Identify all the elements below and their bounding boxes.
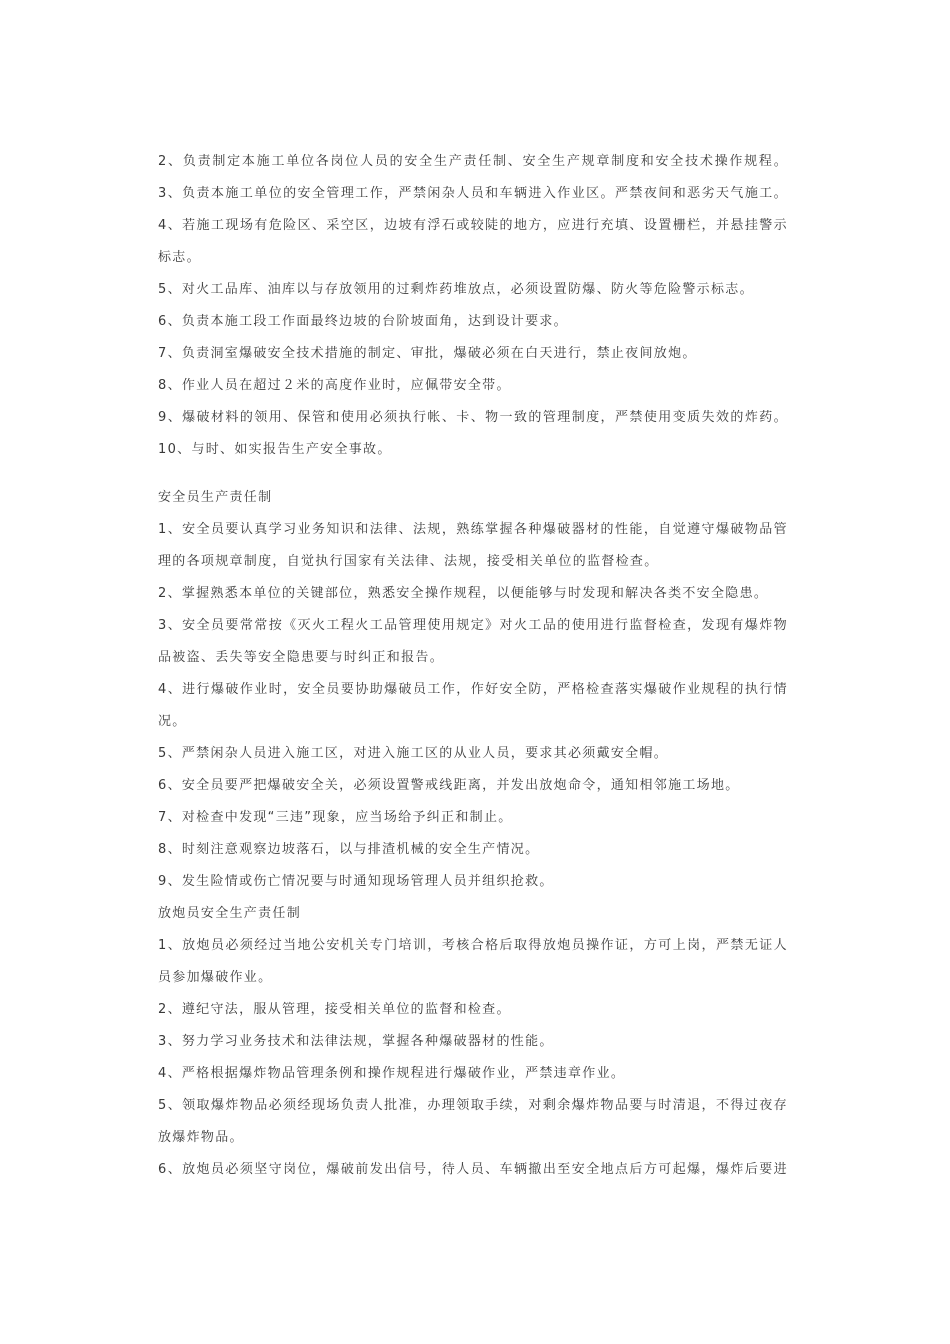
section-safety-officer-duties: [158, 482, 788, 898]
paragraph-line: 10、与时、如实报告生产安全事故。: [158, 442, 392, 457]
document-body: [158, 146, 788, 1186]
paragraph-line: 9、发生险情或伤亡情况要与时通知现场管理人员并组织抢救。: [158, 874, 554, 889]
paragraph-line: 2、掌握熟悉本单位的关键部位，熟悉安全操作规程，以便能够与时发现和解决各类不安全隐患。: [158, 586, 769, 601]
paragraph-line: 8、时刻注意观察边坡落石，以与排渣机械的安全生产情况。: [158, 842, 540, 857]
paragraph-line: 放爆炸物品。: [158, 1130, 244, 1145]
paragraph-line: 标志。: [158, 250, 201, 265]
paragraph-line: 品被盗、丢失等安全隐患要与时纠正和报告。: [158, 650, 445, 665]
paragraph-line: 4、若施工现场有危险区、采空区，边坡有浮石或较陡的地方，应进行充填、设置栅栏，并悬挂警示: [158, 218, 788, 233]
section-heading: 放炮员安全生产责任制: [158, 906, 302, 921]
paragraph-line: 6、负责本施工段工作面最终边坡的台阶坡面角，达到设计要求。: [158, 314, 568, 329]
paragraph-line: 8、作业人员在超过２米的高度作业时，应佩带安全带。: [158, 378, 511, 393]
paragraph-line: 5、严禁闲杂人员进入施工区，对进入施工区的从业人员，要求其必须戴安全帽。: [158, 746, 669, 761]
paragraph-line: 7、对检查中发现“三违”现象，应当场给予纠正和制止。: [158, 810, 513, 825]
paragraph-line: 5、对火工品库、油库以与存放领用的过剩炸药堆放点，必须设置防爆、防火等危险警示标志。: [158, 282, 754, 297]
paragraph-line: 3、努力学习业务技术和法律法规，掌握各种爆破器材的性能。: [158, 1034, 554, 1049]
paragraph-line: 2、遵纪守法，服从管理，接受相关单位的监督和检查。: [158, 1002, 511, 1017]
paragraph-line: 2、负责制定本施工单位各岗位人员的安全生产责任制、安全生产规章制度和安全技术操作规程。: [158, 154, 788, 169]
paragraph-line: 3、负责本施工单位的安全管理工作，严禁闲杂人员和车辆进入作业区。严禁夜间和恶劣天气施工。: [158, 186, 788, 201]
paragraph-line: 7、负责洞室爆破安全技术措施的制定、审批，爆破必须在白天进行，禁止夜间放炮。: [158, 346, 697, 361]
section-spacer: [158, 466, 788, 482]
section-construction-unit-duties: [158, 146, 788, 466]
paragraph-line: 4、进行爆破作业时，安全员要协助爆破员工作，作好安全防，严格检查落实爆破作业规程的执行情: [158, 682, 788, 697]
section-blaster-duties: [158, 898, 788, 1186]
paragraph-line: 1、放炮员必须经过当地公安机关专门培训，考核合格后取得放炮员操作证，方可上岗，严禁无证人: [158, 938, 788, 953]
paragraph-line: 6、放炮员必须坚守岗位，爆破前发出信号，待人员、车辆撤出至安全地点后方可起爆，爆炸后要进: [158, 1162, 788, 1177]
paragraph-line: 4、严格根据爆炸物品管理条例和操作规程进行爆破作业，严禁违章作业。: [158, 1066, 626, 1081]
paragraph-line: 况。: [158, 714, 187, 729]
paragraph-line: 9、爆破材料的领用、保管和使用必须执行帐、卡、物一致的管理制度，严禁使用变质失效的炸药。: [158, 410, 788, 425]
paragraph-line: 5、领取爆炸物品必须经现场负责人批准，办理领取手续，对剩余爆炸物品要与时清退，不得过夜存: [158, 1098, 788, 1113]
paragraph-line: 1、安全员要认真学习业务知识和法律、法规，熟练掌握各种爆破器材的性能，自觉遵守爆破物品管: [158, 522, 788, 537]
paragraph-line: 员参加爆破作业。: [158, 970, 273, 985]
paragraph-line: 理的各项规章制度，自觉执行国家有关法律、法规，接受相关单位的监督检查。: [158, 554, 659, 569]
paragraph-line: 3、安全员要常常按《灭火工程火工品管理使用规定》对火工品的使用进行监督检查，发现有爆炸物: [158, 618, 788, 633]
paragraph-line: 6、安全员要严把爆破安全关，必须设置警戒线距离，并发出放炮命令，通知相邻施工场地。: [158, 778, 740, 793]
section-heading: 安全员生产责任制: [158, 490, 273, 505]
